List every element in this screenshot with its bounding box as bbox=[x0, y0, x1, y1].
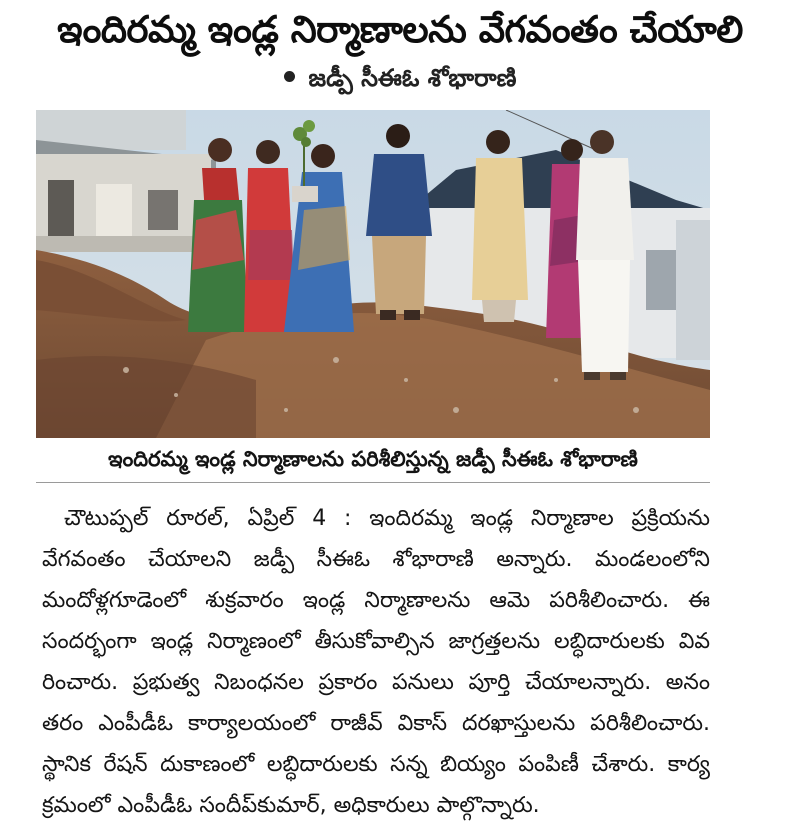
body-line: చౌటుప్పల్ రూరల్, ఏప్రిల్ 4 : ఇందిరమ్మ ఇండ్ల నిర్మాణాల ప్రక్రియను bbox=[64, 506, 710, 531]
body-line: తరం ఎంపీడీఓ కార్యాలయంలో రాజీవ్ వికాస్ దరఖాస్తులను పరిశీలించారు. bbox=[42, 711, 710, 736]
subheadline-text: జడ్పీ సీఈఓ శోభారాణి bbox=[308, 64, 517, 92]
headline: ఇందిరమ్మ ఇండ్ల నిర్మాణాలను వేగవంతం చేయాలి bbox=[57, 8, 743, 51]
subheadline bbox=[0, 60, 800, 96]
body-line: మందోళ్లగూడెంలో శుక్రవారం ఇండ్ల నిర్మాణాలను ఆమె పరిశీలించారు. ఈ bbox=[42, 588, 710, 613]
news-photo bbox=[36, 110, 710, 438]
body-line: క్రమంలో ఎంపీడీఓ సందీప్‌కుమార్, అధికారులు పాల్గొన్నారు. bbox=[42, 793, 540, 818]
caption-divider bbox=[36, 482, 710, 483]
body-line: స్థానిక రేషన్ దుకాణంలో లబ్ధిదారులకు సన్న బియ్యం పంపిణీ చేశారు. కార్య bbox=[42, 752, 710, 777]
body-line: రించారు. ప్రభుత్వ నిబంధనల ప్రకారం పనులు పూర్తి చేయాలన్నారు. అనం bbox=[42, 670, 710, 695]
bullet-icon bbox=[284, 71, 295, 82]
body-line: సందర్భంగా ఇండ్ల నిర్మాణంలో తీసుకోవాల్సిన జాగ్రత్తలను లబ్ధిదారులకు వివ bbox=[42, 629, 710, 654]
article-body bbox=[42, 498, 710, 826]
photo-caption: ఇందిరమ్మ ఇండ్ల నిర్మాణాలను పరిశీలిస్తున్న జడ్పీ సీఈఓ శోభారాణి bbox=[108, 447, 638, 471]
body-line: వేగవంతం చేయాలని జడ్పీ సీఈఓ శోభారాణి అన్నారు. మండలంలోని bbox=[42, 547, 710, 572]
